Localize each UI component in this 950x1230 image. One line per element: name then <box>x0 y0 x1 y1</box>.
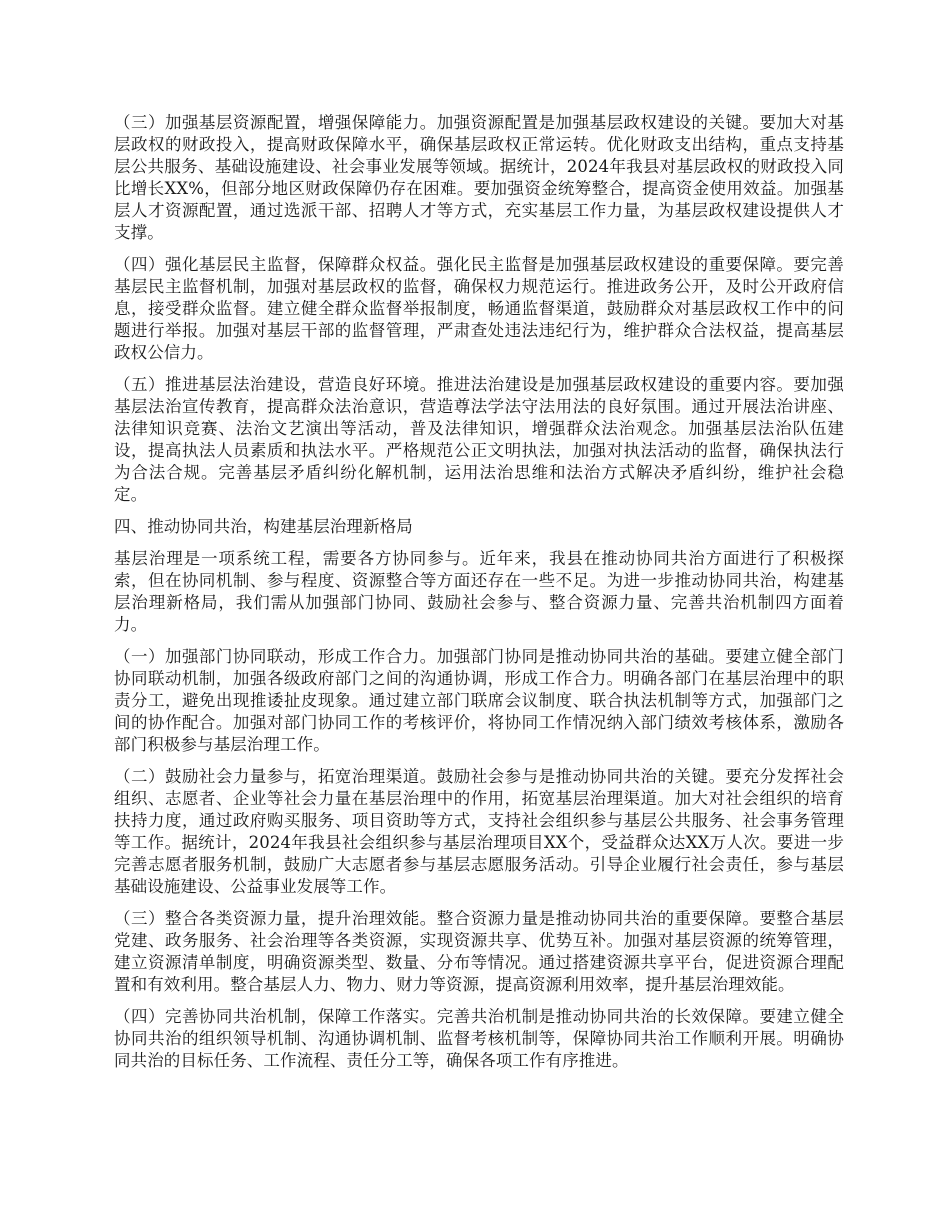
paragraph-resource-allocation: （三）加强基层资源配置，增强保障能力。加强资源配置是加强基层政权建设的关键。要加大对基层政权的财政投入，提高财政保障水平，确保基层政权正常运转。优化财政支出结构，重点支持基层公共服务、基础设施建设、社会事业发展等领域。据统计，2024年我县对基层政权的财政投入同比增长XX%，但部分地区财政保障仍存在困难。要加强资金统筹整合，提高资金使用效益。加强基层人才资源配置，通过选派干部、招聘人才等方式，充实基层工作力量，为基层政权建设提供人才支撑。 <box>114 113 844 242</box>
paragraph-rule-of-law: （五）推进基层法治建设，营造良好环境。推进法治建设是加强基层政权建设的重要内容。要加强基层法治宣传教育，提高群众法治意识，营造尊法学法守法用法的良好氛围。通过开展法治讲座、法律知识竞赛、法治文艺演出等活动，普及法律知识，增强群众法治观念。加强基层法治队伍建设，提高执法人员素质和执法水平。严格规范公正文明执法，加强对执法活动的监督，确保执法行为合法合规。完善基层矛盾纠纷化解机制，运用法治思维和法治方式解决矛盾纠纷，维护社会稳定。 <box>114 375 844 504</box>
paragraph-section-intro: 基层治理是一项系统工程，需要各方协同参与。近年来，我县在推动协同共治方面进行了积极探索，但在协同机制、参与程度、资源整合等方面还存在一些不足。为进一步推动协同共治，构建基层治理新格局，我们需从加强部门协同、鼓励社会参与、整合资源力量、完善共治机制四方面着力。 <box>114 549 844 634</box>
section-heading: 四、推动协同共治，构建基层治理新格局 <box>114 517 413 536</box>
paragraph-co-governance-mechanism: （四）完善协同共治机制，保障工作落实。完善共治机制是推动协同共治的长效保障。要建立健全协同共治的组织领导机制、沟通协调机制、监督考核机制等，保障协同共治工作顺利开展。明确协同共治的目标任务、工作流程、责任分工等，确保各项工作有序推进。 <box>114 1007 844 1070</box>
document-page <box>114 112 844 1082</box>
paragraph-democratic-supervision: （四）强化基层民主监督，保障群众权益。强化民主监督是加强基层政权建设的重要保障。要完善基层民主监督机制，加强对基层政权的监督，确保权力规范运行。推进政务公开，及时公开政府信息，接受群众监督。建立健全群众监督举报制度，畅通监督渠道，鼓励群众对基层政权工作中的问题进行举报。加强对基层干部的监督管理，严肃查处违法违纪行为，维护群众合法权益，提高基层政权公信力。 <box>114 255 844 362</box>
paragraph-resource-integration: （三）整合各类资源力量，提升治理效能。整合资源力量是推动协同共治的重要保障。要整合基层党建、政务服务、社会治理等各类资源，实现资源共享、优势互补。加强对基层资源的统筹管理，建立资源清单制度，明确资源类型、数量、分布等情况。通过搭建资源共享平台，促进资源合理配置和有效利用。整合基层人力、物力、财力等资源，提高资源利用效率，提升基层治理效能。 <box>114 909 844 994</box>
paragraph-department-coordination: （一）加强部门协同联动，形成工作合力。加强部门协同是推动协同共治的基础。要建立健全部门协同联动机制，加强各级政府部门之间的沟通协调，形成工作合力。明确各部门在基层治理中的职责分工，避免出现推诿扯皮现象。通过建立部门联席会议制度、联合执法机制等方式，加强部门之间的协作配合。加强对部门协同工作的考核评价，将协同工作情况纳入部门绩效考核体系，激励各部门积极参与基层治理工作。 <box>114 647 844 754</box>
paragraph-social-participation: （二）鼓励社会力量参与，拓宽治理渠道。鼓励社会参与是推动协同共治的关键。要充分发挥社会组织、志愿者、企业等社会力量在基层治理中的作用，拓宽基层治理渠道。加大对社会组织的培育扶持力度，通过政府购买服务、项目资助等方式，支持社会组织参与基层公共服务、社会事务管理等工作。据统计，2024年我县社会组织参与基层治理项目XX个，受益群众达XX万人次。要进一步完善志愿者服务机制，鼓励广大志愿者参与基层志愿服务活动。引导企业履行社会责任，参与基层基础设施建设、公益事业发展等工作。 <box>114 767 844 896</box>
